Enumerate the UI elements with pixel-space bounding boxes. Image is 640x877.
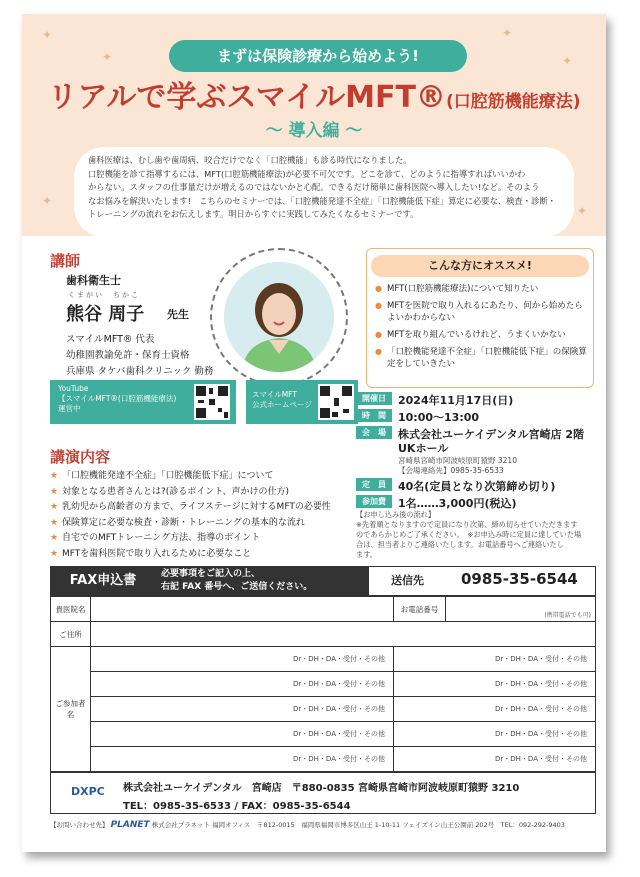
attendee-field[interactable]: Dr・DH・DA・受付・その他 <box>394 647 596 672</box>
attendee-field[interactable]: Dr・DH・DA・受付・その他 <box>394 722 596 747</box>
youtube-desc-2: 運営中 <box>58 404 81 413</box>
company-box <box>50 772 596 814</box>
capacity-value: 40名(定員となり次第締め切り) <box>398 480 556 493</box>
intro-line: なお悩みを解決いたします! こちらのセミナーでは、「口腔機能発達不全症」「口腔機能低下症」算定に必要な、検査・診断・ <box>88 195 556 206</box>
lecturer-name: 熊谷 周子 <box>66 304 145 325</box>
note-line: ※先着順となりますので定員になり次第、締め切らせていただきます <box>356 520 578 529</box>
lecturer-ruby: くまがい ちかこ <box>68 291 140 299</box>
fee-label: 参加費 <box>356 495 392 508</box>
date-label: 開催日 <box>356 392 392 405</box>
address-label: ご住所 <box>51 622 91 647</box>
application-form <box>50 596 596 772</box>
bone-icon: ✦ <box>562 54 573 68</box>
credential-line: スマイルMFT® 代表 <box>66 334 155 345</box>
attendee-field[interactable]: Dr・DH・DA・受付・その他 <box>91 722 394 747</box>
phone-label: お電話番号 <box>394 597 446 622</box>
clinic-name-label: 貴医院名 <box>51 597 91 622</box>
fax-number: 0985-35-6544 <box>461 570 578 588</box>
dxpc-logo: DXPC <box>71 785 105 798</box>
list-item: ★ 保険算定に必要な検査・診断・トレーニングの基本的な流れ <box>50 516 360 532</box>
list-item: ★ 「口腔機能発達不全症」「口腔機能低下症」について <box>50 469 360 485</box>
list-item: ★ MFTを歯科医院で取り入れるために必要なこと <box>50 547 360 563</box>
footer-label: 【お問い合わせ先】 <box>50 821 109 829</box>
list-item: ● 「口腔機能発達不全症」「口腔機能低下症」の保険算定をしていきたい <box>375 346 589 370</box>
tagline-pill: まずは保険診療から始めよう! <box>169 40 467 72</box>
venue-address: 宮崎県宮崎市阿波岐原町猿野 3210 <box>398 456 517 465</box>
title-main: リアルで学ぶスマイルMFT® <box>47 80 446 115</box>
attendee-field[interactable]: Dr・DH・DA・受付・その他 <box>394 672 596 697</box>
site-title: スマイルMFT <box>252 390 297 399</box>
date-value: 2024年11月17日(日) <box>398 394 514 407</box>
recommend-list <box>375 283 589 375</box>
note-line: 【お申し込み後の流れ】 <box>356 510 436 519</box>
address-field[interactable] <box>91 622 596 647</box>
recommend-box <box>366 248 594 388</box>
attendee-field[interactable]: Dr・DH・DA・受付・その他 <box>91 672 394 697</box>
fax-note-line: 必要事項をご記入の上、 <box>161 569 261 579</box>
page-title <box>22 80 606 120</box>
note-line: ます。 <box>356 550 377 559</box>
header-area <box>22 14 606 236</box>
venue-label: 会 場 <box>356 426 392 439</box>
time-value: 10:00〜13:00 <box>398 411 480 424</box>
note-line: のであらかじめご了承ください。 ※お申込み時に定員に達していた場 <box>356 530 582 539</box>
mobile-note: (携帯電話でも可) <box>544 612 591 619</box>
company-name-address: 株式会社ユーケイデンタル 宮崎店 〒880-0835 宮崎県宮崎市阿波岐原町猿野 3210 <box>123 783 520 794</box>
course-list <box>50 469 360 562</box>
footer-text: 株式会社プラネット 福岡オフィス 〒812-0015 福岡県福岡市博多区山王 1-10-11 フェイズイン山王公園前 202号 TEL：092-292-9403 <box>151 821 565 829</box>
fax-dest-label: 送信先 <box>391 574 424 587</box>
planet-logo: PLANET <box>110 820 150 830</box>
attendee-field[interactable]: Dr・DH・DA・受付・その他 <box>91 697 394 722</box>
credential-line: 兵庫県 タケバ歯科クリニック 勤務 <box>66 366 214 377</box>
youtube-box[interactable] <box>50 380 236 424</box>
intro-line: 口腔機能を診て指導するには、MFT(口腔筋機能療法)が必要不可欠です。どこを診て、どのように指導すればいいかわ <box>88 168 526 179</box>
page-subtitle: 〜 導入編 〜 <box>265 121 363 141</box>
flyer <box>22 14 606 852</box>
venue-value: 株式会社ユーケイデンタル宮崎店 2階 <box>398 428 585 441</box>
time-label: 時 間 <box>356 409 392 422</box>
venue-contact: 【会場連絡先】0985-35-6533 <box>398 466 504 475</box>
list-item: ★ 対象となる患者さんとは?(診るポイント、声かけの仕方) <box>50 485 360 501</box>
bone-icon: ✦ <box>42 194 53 208</box>
application-notes <box>356 510 596 560</box>
fax-title: FAX申込書 <box>51 567 155 595</box>
clinic-name-field[interactable] <box>91 597 394 622</box>
lecturer-photo <box>224 262 334 372</box>
intro-line: 歯科医療は、むし歯や歯周病、咬合だけでなく「口腔機能」も診る時代になりました。 <box>88 155 412 165</box>
qr-code-icon[interactable] <box>318 384 354 420</box>
youtube-title: YouTube <box>58 384 89 393</box>
phone-field[interactable] <box>446 597 596 622</box>
lecturer-heading: 講師 <box>50 252 81 270</box>
list-item: ★ 乳幼児から高齢者の方まで、ライフステージに対するMFTの必要性 <box>50 500 360 516</box>
attendee-field[interactable]: Dr・DH・DA・受付・その他 <box>394 697 596 722</box>
site-desc: 公式ホームページ <box>252 400 312 409</box>
attendee-label: ご参加者名 <box>51 647 91 772</box>
footer <box>50 820 596 830</box>
attendee-field[interactable]: Dr・DH・DA・受付・その他 <box>91 747 394 772</box>
intro-text <box>74 147 574 237</box>
list-item: ★ 自宅でのMFTトレーニング方法、指導のポイント <box>50 531 360 547</box>
fax-header <box>50 566 596 596</box>
capacity-label: 定 員 <box>356 478 392 491</box>
note-line: 合は、担当者よりご連絡いたします。お電話番号へご連絡いたし <box>356 540 564 549</box>
attendee-field[interactable]: Dr・DH・DA・受付・その他 <box>394 747 596 772</box>
qr-code-icon[interactable] <box>194 384 230 420</box>
bone-icon: ✦ <box>42 28 53 42</box>
mft-site-box[interactable] <box>246 380 358 424</box>
lecturer-role: 歯科衛生士 <box>66 274 121 287</box>
intro-line: からない。スタッフの仕事量だけが増えるのではないかと心配。できるだけ簡単に歯科医院へ導入したい!など。そのよう <box>88 182 540 193</box>
recommend-heading: こんな方にオススメ! <box>371 255 589 277</box>
fee-value: 1名……3,000円(税込) <box>398 497 517 510</box>
youtube-desc: 【スマイルMFT®(口腔筋機能療法) <box>58 394 177 403</box>
attendee-field[interactable]: Dr・DH・DA・受付・その他 <box>91 647 394 672</box>
bone-icon: ✦ <box>577 204 588 218</box>
lecturer-honorific: 先生 <box>167 308 189 321</box>
bone-icon: ✦ <box>102 50 113 64</box>
intro-line: トレーニングの流れをお伝えします。明日からすぐに実践してみたくなるセミナーです。 <box>88 209 419 220</box>
portrait-illustration <box>224 262 334 372</box>
list-item: ● MFTを医院で取り入れるにあたり、何から始めたらよいかわからない <box>375 300 589 324</box>
lecturer-credentials <box>66 332 213 380</box>
venue-value-2: UKホール <box>398 442 449 455</box>
company-contact: TEL：0985-35-6533 / FAX：0985-35-6544 <box>123 801 351 812</box>
list-item: ● MFTを取り組んでいるけれど、うまくいかない <box>375 329 589 341</box>
credential-line: 幼稚園教諭免許・保育士資格 <box>66 350 190 361</box>
course-heading: 講演内容 <box>50 448 111 466</box>
bone-icon: ✦ <box>502 26 513 40</box>
fax-note-line: 右記 FAX 番号へ、ご送信ください。 <box>161 582 313 592</box>
title-sub: (口腔筋機能療法) <box>445 92 581 112</box>
list-item: ● MFT(口腔筋機能療法)について知りたい <box>375 283 589 295</box>
fax-instructions <box>155 567 369 595</box>
